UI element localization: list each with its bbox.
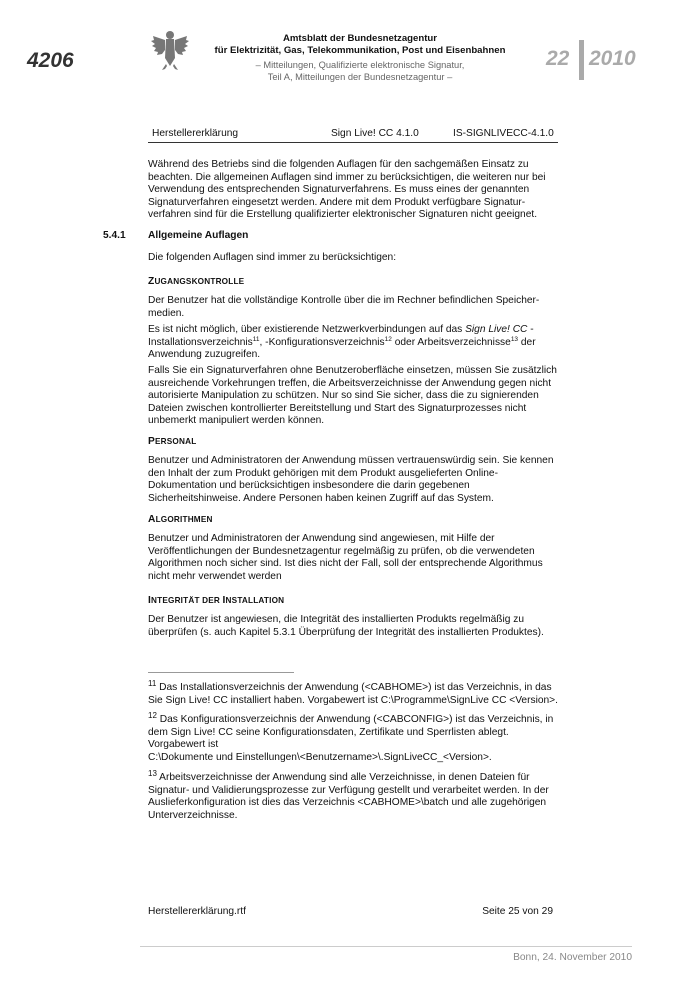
zugang-p1-line2: medien. xyxy=(148,307,185,319)
zugang-paragraph-1 xyxy=(148,295,560,320)
running-header-right: IS-SIGNLIVECC-4.1.0 xyxy=(453,128,554,139)
heading-rest: UGANGSKONTROLLE xyxy=(154,277,245,286)
bottom-divider xyxy=(140,946,632,947)
footnote-number: 13 xyxy=(148,769,157,778)
personal-paragraph: Benutzer und Administratoren der Anwendung müssen vertrauenswürdig sein. Sie kennen den Inhalt der zum Produkt gehörigen mit dem Produkt ausgelieferten Online-Dokumentation und berücksichtigen insbesondere die darin gegebenen Sicherheitshinweise. Andere Personen haben keinen Zugriff auf das System. xyxy=(148,455,554,504)
footnote-number: 11 xyxy=(148,679,157,688)
zugang-p2-config: , -Konfigurationsverzeichnis xyxy=(259,336,385,348)
footnote-number: 12 xyxy=(148,711,157,720)
issue-divider xyxy=(579,40,584,80)
heading-rest: ERSONAL xyxy=(155,437,197,446)
footnote-separator xyxy=(148,672,294,673)
heading-initial: I xyxy=(148,595,152,606)
heading-rest: NTEGRITÄT DER xyxy=(151,596,223,605)
footnote-12 xyxy=(148,711,560,764)
heading-rest-2: NSTALLATION xyxy=(225,596,285,605)
heading-integritaet xyxy=(148,595,284,606)
product-name: Sign Live! CC xyxy=(465,324,528,335)
zugang-paragraph-3: Falls Sie ein Signaturverfahren ohne Benutzeroberfläche einsetzen, müssen Sie zusätzlich ausreichende Vorkehrungen treffen, die Arbeitsverzeichnisse der Anwendung gegen nicht autorisierte Manipulation zu schützen. Nur so sind Sie sicher, dass die zu signierenden Dateien zwischen kontrollierter Bereitstellung und Start des Signaturprozesses nicht unbemerkt manipuliert werden können. xyxy=(148,365,557,426)
footnote-text: Das Konfigurationsverzeichnis der Anwendung (<CABCONFIG>) ist das Verzeichnis, in dem Sign Live! CC seine Konfigurationsdaten, Zertifikate und Sperrlisten ablegt. Vorgabewert ist xyxy=(148,714,554,750)
footnote-text: Das Installationsverzeichnis der Anwendung (<CABHOME>) ist das Verzeichnis, in das Sie Sign Live! CC installiert haben. Vorgabewert ist C:\Programme\SignLive CC <Version>. xyxy=(148,682,558,706)
algorithmen-paragraph: Benutzer und Administratoren der Anwendung sind angewiesen, mit Hilfe der Veröffentlichungen der Bundesnetzagentur regelmäßig zu prüfen, ob die verwendeten Algorithmen noch sicher sind. Ist dies nicht der Fall, soll der entsprechende Algorithmus nicht mehr verwendet werden xyxy=(148,533,543,582)
heading-zugangskontrolle xyxy=(148,276,244,287)
heading-personal xyxy=(148,436,196,447)
gazette-subtitle-line1: – Mitteilungen, Qualifizierte elektronische Signatur, xyxy=(255,60,465,70)
section-number: 5.4.1 xyxy=(103,230,126,241)
gazette-title-line2: für Elektrizität, Gas, Telekommunikation, Post und Eisenbahnen xyxy=(214,45,506,56)
publication-date: Bonn, 24. November 2010 xyxy=(513,952,632,963)
gazette-title xyxy=(200,33,520,57)
zugang-p2-dash: - xyxy=(527,324,534,335)
federal-eagle-icon xyxy=(150,28,190,72)
intro-paragraph: Während des Betriebs sind die folgenden Auflagen für den sachgemäßen Einsatz zu beachten. Die allgemeinen Auflagen sind immer zu berücksichtigen, die weiteren nur bei Verwendung des entsprechenden Signaturverfahrens. Es muss eines der genannten Signaturverfahren eingesetzt werden. Andere mit dem Produkt verfügbare Signatur-verfahren sind für die Erstellung qualifizierter elektronischer Signaturen nicht geeignet. xyxy=(148,159,546,220)
section-intro: Die folgenden Auflagen sind immer zu berücksichtigen: xyxy=(148,252,397,263)
footnote-ref-13[interactable]: 13 xyxy=(510,335,519,343)
heading-algorithmen xyxy=(148,514,213,525)
page-number: 4206 xyxy=(27,49,74,72)
issue-year: 2010 xyxy=(589,47,636,70)
footnote-ref-11[interactable]: 11 xyxy=(252,335,260,343)
zugang-p2-der: der xyxy=(518,336,536,348)
heading-initial-2: I xyxy=(222,595,226,606)
running-header xyxy=(148,128,558,143)
gazette-title-line1: Amtsblatt der Bundesnetzagentur xyxy=(282,33,438,44)
footnote-text: Arbeitsverzeichnisse der Anwendung sind alle Verzeichnisse, in denen Dateien für Signatur- und Validierungsprozesse zur Verfügung gestellt und verarbeitet werden. In der Auslieferkonfiguration ist dies das Verzeichnis <CABHOME>\batch und alle zugehörigen Unterverzeichnisse. xyxy=(148,772,549,821)
heading-initial: P xyxy=(148,436,155,447)
zugang-p2-install: Installationsverzeichnis xyxy=(148,336,253,348)
footer-filename: Herstellererklärung.rtf xyxy=(148,906,246,917)
heading-initial: Z xyxy=(148,276,155,287)
footnote-ref-12[interactable]: 12 xyxy=(384,335,392,343)
footnote-13 xyxy=(148,769,560,822)
zugang-p2-text: Es ist nicht möglich, über existierende Netzwerkverbindungen auf das xyxy=(148,324,466,335)
heading-initial: A xyxy=(148,514,156,525)
section-title: Allgemeine Auflagen xyxy=(148,230,249,241)
running-header-left: Herstellererklärung xyxy=(152,128,239,139)
footer-page: Seite 25 von 29 xyxy=(482,906,553,917)
page-footer xyxy=(148,906,553,917)
integritaet-paragraph: Der Benutzer ist angewiesen, die Integrität des installierten Produkts regelmäßig zu überprüfen (s. auch Kapitel 5.3.1 Überprüfung der Integrität des installierten Produktes). xyxy=(148,614,544,638)
running-header-middle: Sign Live! CC 4.1.0 xyxy=(331,128,419,139)
zugang-p1-line1: Der Benutzer hat die vollständige Kontrolle über die im Rechner befindlichen Speicher- xyxy=(148,295,540,306)
gazette-subtitle xyxy=(200,59,520,83)
footnote-path: C:\Dokumente und Einstellungen\<Benutzername>\.SignLiveCC_<Version>. xyxy=(148,751,492,763)
heading-rest: LGORITHMEN xyxy=(155,515,213,524)
zugang-p2-end: Anwendung zuzugreifen. xyxy=(148,349,261,360)
issue-number: 22 xyxy=(546,47,570,70)
gazette-subtitle-line2: Teil A, Mitteilungen der Bundesnetzagentur – xyxy=(267,72,453,82)
zugang-p2-work: oder Arbeitsverzeichnisse xyxy=(391,336,511,348)
footnote-11 xyxy=(148,679,560,707)
zugang-paragraph-2 xyxy=(148,324,560,362)
